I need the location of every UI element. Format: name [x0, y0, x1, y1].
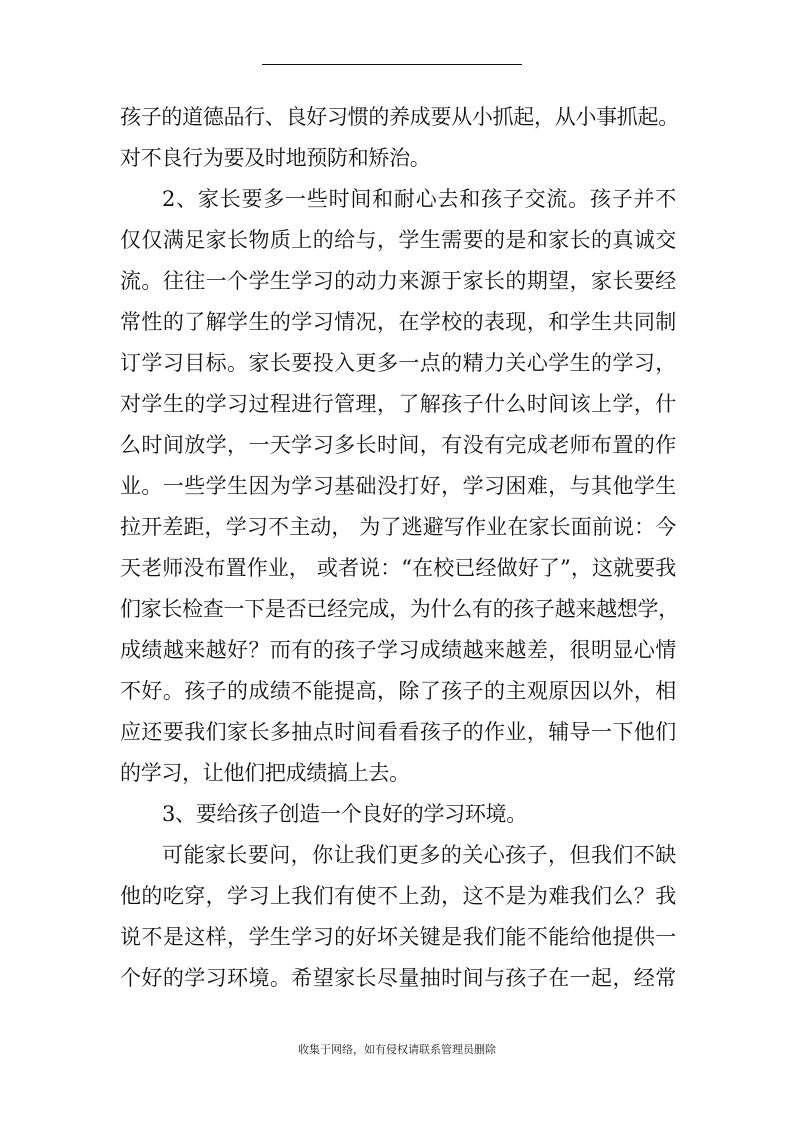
text-line: 3、要给孩子创造一个良好的学习环境。 — [162, 802, 527, 826]
text-line: 对学生的学习过程进行管理，了解孩子什么时间该上学，什 — [120, 392, 676, 416]
text-line: 说不是这样，学生学习的好坏关键是我们能不能给他提供一 — [120, 925, 676, 949]
text-line: 可能家长要问，你让我们更多的关心孩子，但我们不缺 — [162, 843, 676, 867]
text-line: 订学习目标。家长要投入更多一点的精力关心学生的学习， — [120, 351, 676, 375]
text-line: 对不良行为要及时地预防和矫治。 — [120, 146, 431, 170]
text-line: 个好的学习环境。希望家长尽量抽时间与孩子在一起，经常 — [120, 966, 676, 990]
text-line: 么时间放学，一天学习多长时间，有没有完成老师布置的作 — [120, 433, 676, 457]
text-line: 流。往往一个学生学习的动力来源于家长的期望，家长要经 — [120, 269, 676, 293]
text-line: 天老师没布置作业， 或者说：“在校已经做好了”，这就要我 — [120, 556, 676, 580]
paragraph — [120, 835, 676, 999]
text-line: 业。一些学生因为学习基础没打好，学习困难，与其他学生 — [120, 474, 676, 498]
paragraph — [120, 794, 676, 835]
text-line: 他的吃穿，学习上我们有使不上劲，这不是为难我们么？我 — [120, 884, 676, 908]
text-line: 不好。孩子的成绩不能提高，除了孩子的主观原因以外，相 — [120, 679, 676, 703]
text-line: 的学习，让他们把成绩搞上去。 — [120, 761, 410, 785]
text-line: 2、家长要多一些时间和耐心去和孩子交流。孩子并不 — [162, 187, 676, 211]
paragraph — [120, 179, 679, 794]
text-line: 孩子的道德品行、良好习惯的养成要从小抓起，从小事抓起。 — [120, 105, 679, 129]
text-line: 拉开差距，学习不主动， 为了逃避写作业在家长面前说：今 — [120, 515, 676, 539]
paragraph — [120, 97, 679, 179]
text-line: 成绩越来越好？而有的孩子学习成绩越来越差，很明显心情 — [120, 638, 676, 662]
page-footer: 收集于网络，如有侵权请联系管理员删除 — [298, 1043, 496, 1056]
text-line: 仅仅满足家长物质上的给与，学生需要的是和家长的真诚交 — [120, 228, 676, 252]
text-line: 应还要我们家长多抽点时间看看孩子的作业，辅导一下他们 — [120, 720, 676, 744]
document-body — [120, 97, 679, 999]
header-rule — [262, 64, 522, 65]
text-line: 们家长检查一下是否已经完成，为什么有的孩子越来越想学， — [120, 597, 679, 621]
text-line: 常性的了解学生的学习情况，在学校的表现，和学生共同制 — [120, 310, 676, 334]
